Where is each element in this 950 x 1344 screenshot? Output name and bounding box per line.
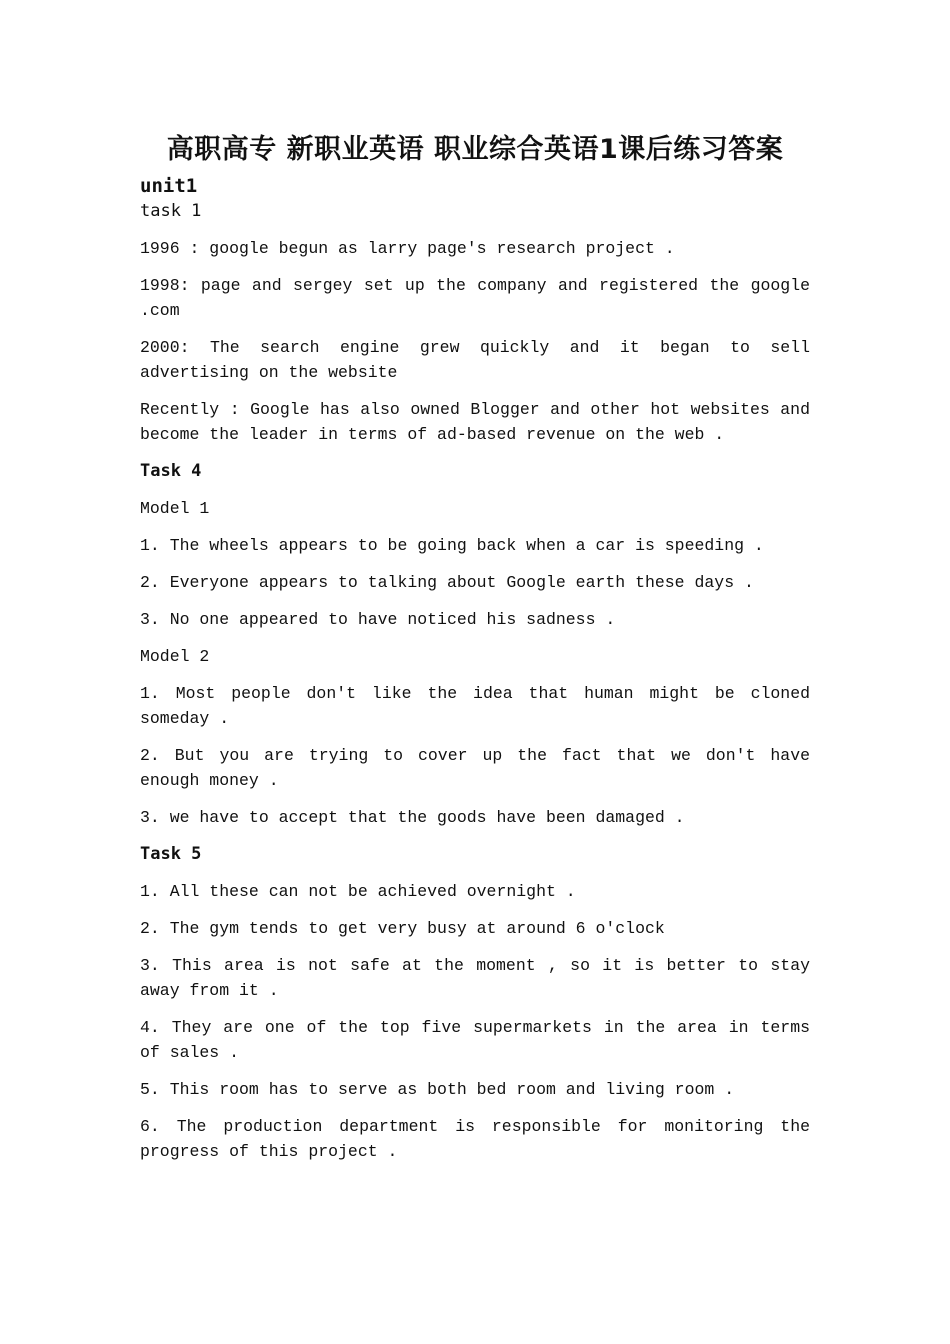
task5-item: 2. The gym tends to get very busy at around 6 o'clock (140, 919, 665, 938)
task1-item: 1996 : google begun as larry page's research project . (140, 239, 675, 258)
task5-item: 6. The production department is responsible for monitoring the progress of this project . (140, 1117, 810, 1161)
task1-item: 2000: The search engine grew quickly and it began to sell advertising on the website (140, 338, 810, 382)
document-title: 高职高专 新职业英语 职业综合英语1课后练习答案 (166, 134, 784, 165)
task4-heading: Task 4 (140, 461, 202, 481)
model1-item: 2. Everyone appears to talking about Google earth these days . (140, 573, 754, 592)
model1-item: 1. The wheels appears to be going back when a car is speeding . (140, 536, 764, 555)
task5-item: 1. All these can not be achieved overnight . (140, 882, 576, 901)
task5-section (140, 842, 810, 1164)
model2-item: 3. we have to accept that the goods have been damaged . (140, 808, 685, 827)
unit-heading: unit1 (140, 175, 198, 197)
task1-item: Recently : Google has also owned Blogger and other hot websites and become the leader in terms of ad-based revenue on the web . (140, 400, 810, 444)
task1-section (140, 199, 810, 447)
task5-item: 5. This room has to serve as both bed room and living room . (140, 1080, 735, 1099)
model2-item: 1. Most people don't like the idea that human might be cloned someday . (140, 684, 810, 728)
task4-section (140, 459, 810, 830)
model2-label: Model 2 (140, 647, 210, 666)
model2-item: 2. But you are trying to cover up the fact that we don't have enough money . (140, 746, 810, 790)
task5-item: 4. They are one of the top five supermarkets in the area in terms of sales . (140, 1018, 810, 1062)
document-body (140, 174, 810, 1176)
task5-item: 3. This area is not safe at the moment , so it is better to stay away from it . (140, 956, 810, 1000)
model1-item: 3. No one appeared to have noticed his sadness . (140, 610, 616, 629)
task5-heading: Task 5 (140, 844, 202, 864)
task1-heading: task 1 (140, 201, 202, 221)
task1-item: 1998: page and sergey set up the company and registered the google .com (140, 276, 810, 320)
model1-label: Model 1 (140, 499, 210, 518)
